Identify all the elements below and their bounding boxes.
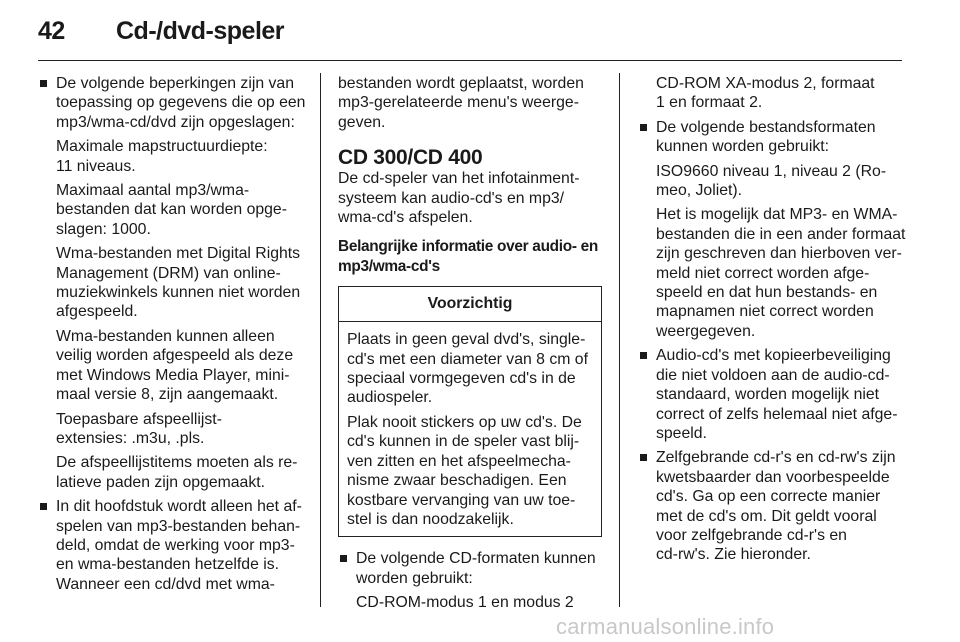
text-line: Wma-bestanden met Digital Rights: [56, 245, 301, 263]
bullet-item: [38, 74, 306, 132]
text-line: speeld en dat hun bestands- en: [656, 284, 878, 302]
text-line: correct of zelfs helemaal niet afge-: [656, 405, 898, 423]
text-line: kostbare vervanging van uw toe-: [347, 491, 576, 509]
text-line: spelen van mp3-bestanden behan-: [56, 517, 301, 535]
text-line: Belangrijke informatie over audio- en: [338, 238, 599, 256]
text-line: worden gebruikt:: [356, 569, 473, 587]
text-line: Het is mogelijk dat MP3- en WMA-: [656, 206, 898, 224]
text-line: extensies: .m3u, .pls.: [56, 429, 205, 447]
column-divider: [320, 73, 321, 607]
text-line: speciaal vormgegeven cd's in de: [347, 370, 576, 388]
column-divider: [619, 73, 620, 607]
text-line: met de cd's om. Dit geldt vooral: [656, 507, 877, 525]
text-line: die niet voldoen aan de audio-cd-: [656, 366, 890, 384]
text-line: cd's kunnen in de speler vast blij-: [347, 433, 580, 451]
text-line: In dit hoofdstuk wordt alleen het af-: [56, 498, 302, 516]
sub-paragraph: [638, 162, 906, 201]
column-middle: [338, 74, 606, 613]
header-divider: [38, 60, 902, 61]
text-line: afgespeeld.: [56, 303, 138, 321]
sub-paragraph: [38, 181, 306, 239]
text-line: Zelfgebrande cd-r's en cd-rw's zijn: [656, 449, 896, 467]
caution-title: Voorzichtig: [339, 287, 601, 322]
text-line: meld niet correct worden afge-: [656, 264, 870, 282]
text-line: Maximaal aantal mp3/wma-: [56, 182, 250, 200]
text-line: mp3/wma-cd's: [338, 257, 440, 275]
text-line: ven zitten en het afspeelmecha-: [347, 452, 571, 470]
text-line: Plak nooit stickers op uw cd's. De: [347, 413, 582, 431]
text-line: wma-cd's afspelen.: [338, 209, 473, 227]
text-line: mp3-gerelateerde menu's weerge-: [338, 94, 579, 112]
bullet-item: [338, 549, 606, 588]
text-line: deld, omdat de werking voor mp3-: [56, 536, 295, 554]
caution-paragraph: [347, 413, 595, 529]
sub-paragraph: [638, 205, 906, 341]
caution-box: [338, 286, 602, 537]
column-right: [638, 74, 906, 565]
text-line: De cd-speler van het infotainment-: [338, 170, 580, 188]
sub-paragraph: [38, 327, 306, 405]
continued-paragraph: [638, 74, 906, 113]
text-line: bestanden wordt geplaatst, worden: [338, 75, 584, 92]
text-line: bestanden dat kan worden opge-: [56, 201, 287, 219]
text-line: Wanneer een cd/dvd met wma-: [56, 575, 275, 593]
text-line: mapnamen niet correct worden: [656, 303, 874, 321]
text-line: CD-ROM-modus 1 en modus 2: [356, 594, 574, 612]
text-line: en wma-bestanden hetzelfde is.: [56, 556, 280, 574]
sub-paragraph: [38, 137, 306, 176]
bullet-item: [638, 448, 906, 564]
text-line: cd-rw's. Zie hieronder.: [656, 546, 811, 564]
bullet-item: [38, 497, 306, 594]
text-line: met Windows Media Player, mini-: [56, 366, 290, 384]
text-line: latieve paden zijn opgemaakt.: [56, 473, 266, 491]
text-line: kwetsbaarder dan voorbespeelde: [656, 468, 890, 486]
text-line: cd's met een diameter van 8 cm of: [347, 350, 588, 368]
text-line: Management (DRM) van online-: [56, 264, 281, 282]
text-line: Plaats in geen geval dvd's, single-: [347, 331, 586, 349]
page-title: Cd-/dvd-speler: [116, 17, 285, 45]
sub-paragraph: [38, 410, 306, 449]
bullet-item: [638, 118, 906, 157]
text-line: speeld.: [656, 424, 707, 442]
text-line: Toepasbare afspeellijst-: [56, 410, 222, 428]
text-line: nisme zwaar beschadigen. Een: [347, 472, 567, 490]
text-line: maal versie 8, zijn aangemaakt.: [56, 386, 279, 404]
watermark-text: carmanualsonline.info: [556, 614, 775, 639]
text-line: voor zelfgebrande cd-r's en: [656, 526, 847, 544]
text-line: De afspeellijstitems moeten als re-: [56, 454, 298, 472]
text-line: stel is dan noodzakelijk.: [347, 510, 514, 528]
page-number: 42: [38, 17, 65, 45]
text-line: bestanden die in een ander formaat: [656, 225, 906, 243]
text-line: muziekwinkels kunnen niet worden: [56, 284, 301, 302]
text-line: standaard, worden mogelijk niet: [656, 386, 880, 404]
text-line: slagen: 1000.: [56, 220, 151, 238]
text-line: veilig worden afgespeeld als deze: [56, 347, 294, 365]
text-line: weergegeven.: [656, 322, 756, 340]
text-line: kunnen worden gebruikt:: [656, 138, 830, 156]
bullet-item: [638, 346, 906, 443]
text-line: zijn geschreven dan hierboven ver-: [656, 245, 902, 263]
text-line: 11 niveaus.: [56, 157, 136, 175]
text-line: Audio-cd's met kopieerbeveiliging: [656, 347, 891, 365]
text-line: ISO9660 niveau 1, niveau 2 (Ro-: [656, 162, 887, 180]
text-line: systeem kan audio-cd's en mp3/: [338, 189, 565, 207]
text-line: geven.: [338, 113, 386, 131]
caution-body: [339, 322, 601, 536]
section-heading: CD 300/CD 400: [338, 146, 483, 170]
text-line: mp3/wma-cd/dvd zijn opgeslagen:: [56, 113, 295, 131]
caution-paragraph: [347, 330, 595, 408]
text-line: De volgende bestandsformaten: [656, 118, 876, 136]
text-line: De volgende CD-formaten kunnen: [356, 550, 596, 568]
continued-paragraph: [338, 74, 606, 132]
text-line: De volgende beperkingen zijn van: [56, 75, 294, 92]
page-header: [0, 0, 960, 64]
text-line: meo, Joliet).: [656, 182, 743, 200]
text-line: audiospeler.: [347, 389, 433, 407]
text-line: toepassing op gegevens die op een: [56, 94, 306, 112]
intro-paragraph: [338, 169, 606, 227]
subsection-heading: [338, 237, 606, 276]
column-left: [38, 74, 306, 594]
sub-paragraph: [38, 453, 306, 492]
text-line: cd's. Ga op een correcte manier: [656, 488, 881, 506]
sub-paragraph: [338, 593, 606, 612]
sub-paragraph: [38, 244, 306, 322]
text-line: CD-ROM XA-modus 2, formaat: [656, 75, 875, 92]
text-line: Maximale mapstructuurdiepte:: [56, 138, 268, 156]
text-line: 1 en formaat 2.: [656, 94, 763, 112]
text-line: Wma-bestanden kunnen alleen: [56, 327, 275, 345]
